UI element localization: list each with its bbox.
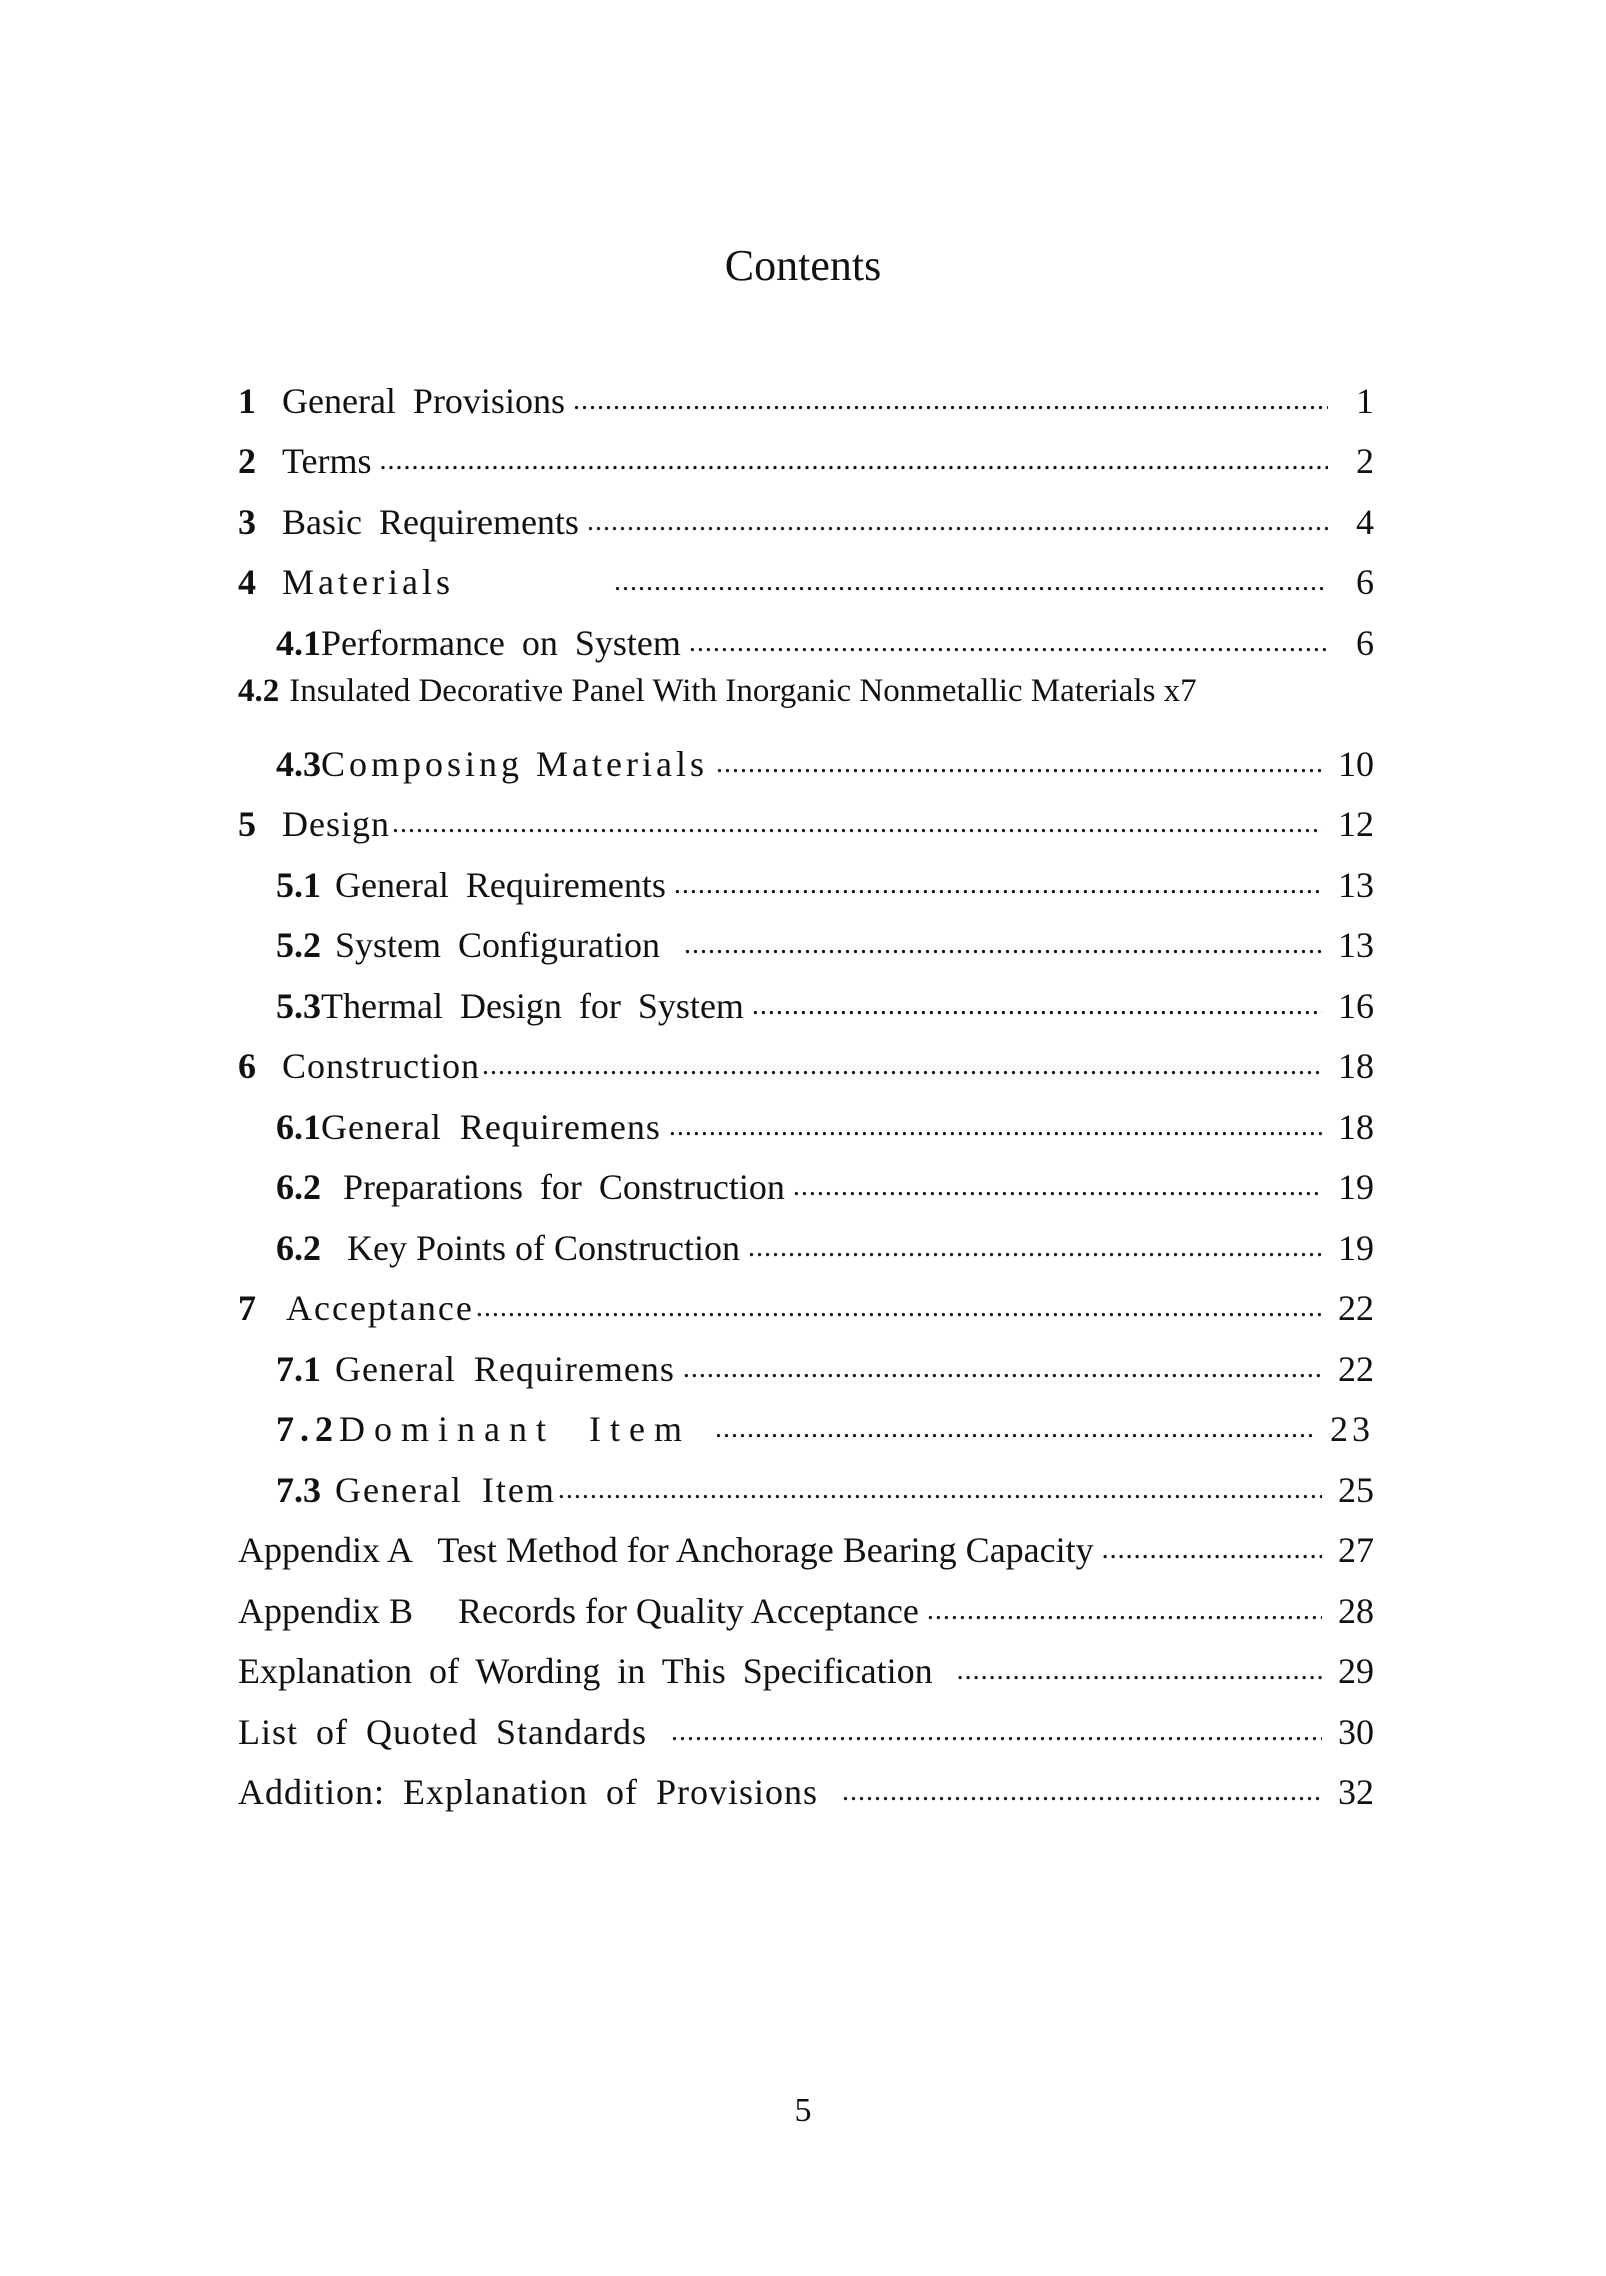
toc-entry[interactable]	[238, 786, 1374, 847]
toc-leader	[957, 1649, 1322, 1693]
toc-title: Terms	[282, 441, 372, 481]
toc-title: Addition: Explanation of Provisions	[238, 1772, 818, 1812]
toc-entry[interactable]	[238, 1270, 1374, 1331]
toc-entry[interactable]	[238, 1088, 1374, 1149]
toc-title: System Configuration	[335, 925, 660, 965]
toc-page: 32	[1338, 1772, 1374, 1812]
toc-entry[interactable]	[238, 604, 1374, 665]
toc-page: 25	[1338, 1469, 1374, 1510]
toc-entry[interactable]	[238, 483, 1374, 544]
toc-title: Explanation of Wording in This Specification	[238, 1651, 933, 1691]
toc-page: 6	[1356, 562, 1374, 602]
toc-page: 22	[1338, 1288, 1374, 1328]
toc-entry[interactable]	[238, 967, 1374, 1028]
toc-leader	[684, 923, 1322, 967]
toc-number: 4.2	[238, 672, 280, 709]
toc-page: 28	[1338, 1590, 1374, 1631]
toc-leader	[715, 1407, 1314, 1451]
toc-leader	[689, 621, 1328, 665]
toc-entry[interactable]	[238, 1633, 1374, 1694]
toc-title: Appendix B Records for Quality Acceptance	[238, 1590, 919, 1631]
toc-title: General Requiremens	[335, 1348, 675, 1389]
toc-page: 29	[1338, 1651, 1374, 1691]
toc-title: Design	[282, 804, 390, 844]
toc-leader	[482, 1044, 1322, 1088]
toc-title: Basic Requirements	[282, 501, 579, 542]
toc-number: 4	[238, 562, 256, 602]
toc-leader	[752, 984, 1322, 1028]
table-of-contents	[238, 362, 1374, 1814]
toc-title: General Provisions	[282, 380, 565, 421]
toc-entry[interactable]	[238, 1754, 1374, 1815]
toc-leader	[716, 742, 1322, 786]
toc-title: Insulated Decorative Panel With Inorganic Nonmetallic Materials x7	[289, 672, 1197, 709]
toc-number: 7.2	[276, 1409, 339, 1449]
toc-entry[interactable]	[238, 544, 1374, 605]
toc-page: 23	[1330, 1409, 1374, 1449]
toc-page: 30	[1338, 1711, 1374, 1752]
toc-title: General Item	[335, 1469, 556, 1510]
toc-title: Preparations for Construction	[343, 1167, 785, 1207]
toc-number: 7.1	[276, 1348, 321, 1389]
toc-number: 2	[238, 441, 256, 481]
toc-leader	[614, 560, 1328, 604]
toc-page: 12	[1338, 804, 1374, 844]
toc-number: 7.3	[276, 1469, 321, 1510]
toc-page: 2	[1356, 441, 1374, 481]
toc-leader	[669, 1105, 1322, 1149]
toc-number: 4.1	[276, 622, 321, 663]
toc-entry[interactable]	[238, 1451, 1374, 1512]
toc-entry[interactable]	[238, 907, 1374, 968]
toc-title: Composing Materials	[321, 743, 708, 784]
toc-entry[interactable]	[238, 1028, 1374, 1089]
toc-entry[interactable]	[238, 665, 1374, 713]
toc-entry[interactable]	[238, 1512, 1374, 1573]
toc-page: 18	[1338, 1046, 1374, 1086]
toc-page: 18	[1338, 1106, 1374, 1147]
toc-leader	[683, 1347, 1322, 1391]
toc-page: 13	[1338, 925, 1374, 965]
page-number: 5	[794, 2092, 812, 2129]
toc-entry[interactable]	[238, 423, 1374, 484]
toc-number: 5.2	[276, 925, 321, 965]
toc-number: 6.1	[276, 1106, 321, 1147]
toc-title: Acceptance	[286, 1288, 474, 1328]
toc-entry[interactable]	[238, 1693, 1374, 1754]
toc-page: 27	[1338, 1530, 1374, 1570]
toc-leader	[1102, 1528, 1322, 1572]
toc-page: 1	[1356, 380, 1374, 421]
toc-page: 13	[1338, 864, 1374, 905]
toc-entry[interactable]	[238, 1391, 1374, 1452]
toc-leader	[674, 863, 1322, 907]
page-title: Contents	[724, 241, 882, 290]
toc-number: 6.2	[276, 1227, 321, 1268]
toc-leader	[587, 500, 1328, 544]
toc-leader	[842, 1770, 1322, 1814]
toc-entry[interactable]	[238, 1572, 1374, 1633]
toc-entry[interactable]	[238, 1330, 1374, 1391]
toc-entry[interactable]	[238, 1209, 1374, 1270]
toc-number: 6.2	[276, 1167, 321, 1207]
toc-page: 19	[1338, 1167, 1374, 1207]
toc-number: 7	[238, 1288, 256, 1328]
toc-title: Construction	[282, 1046, 480, 1086]
toc-number: 3	[238, 501, 256, 542]
toc-page: 6	[1356, 622, 1374, 663]
toc-leader	[748, 1226, 1322, 1270]
toc-number: 5.1	[276, 864, 321, 905]
toc-title: Materials	[282, 562, 454, 602]
toc-page: 10	[1338, 743, 1374, 784]
toc-title: List of Quoted Standards	[238, 1711, 647, 1752]
toc-number: 5	[238, 804, 256, 844]
toc-leader	[793, 1165, 1322, 1209]
toc-entry[interactable]	[238, 362, 1374, 423]
toc-entry[interactable]	[238, 713, 1374, 786]
toc-leader	[379, 439, 1328, 483]
toc-page: 4	[1356, 501, 1374, 542]
toc-entry[interactable]	[238, 846, 1374, 907]
toc-page: 16	[1338, 985, 1374, 1026]
toc-title: Key Points of Construction	[347, 1227, 740, 1268]
toc-page: 22	[1338, 1348, 1374, 1389]
toc-title: Dominant Item	[339, 1409, 691, 1449]
toc-title: Performance on System	[321, 622, 681, 663]
toc-leader	[392, 802, 1322, 846]
toc-leader	[573, 379, 1328, 423]
toc-title: General Requirements	[335, 864, 666, 905]
toc-number: 6	[238, 1046, 256, 1086]
toc-leader	[558, 1468, 1322, 1512]
toc-number: 4.3	[276, 743, 321, 784]
toc-leader	[476, 1286, 1322, 1330]
toc-title: General Requiremens	[321, 1106, 661, 1147]
toc-number: 5.3	[276, 985, 321, 1026]
toc-page: 19	[1338, 1227, 1374, 1268]
toc-title: Thermal Design for System	[321, 985, 744, 1026]
toc-number: 1	[238, 380, 256, 421]
toc-leader	[927, 1589, 1322, 1633]
toc-entry[interactable]	[238, 1149, 1374, 1210]
toc-leader	[671, 1710, 1322, 1754]
toc-title: Appendix A Test Method for Anchorage Bearing Capacity	[238, 1530, 1094, 1570]
